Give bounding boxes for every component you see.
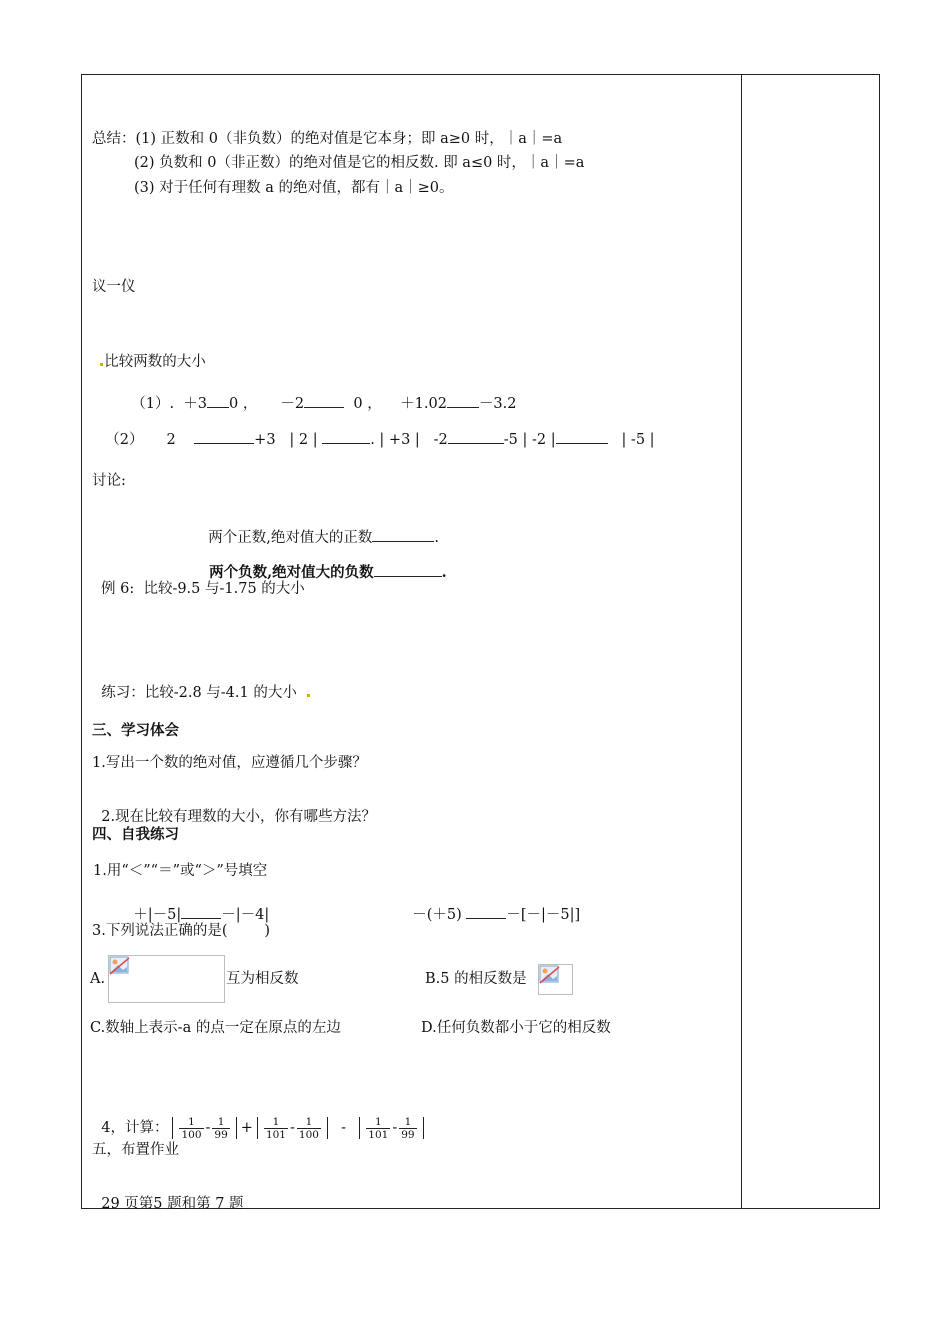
discuss-heading: 议一仪 — [92, 279, 136, 295]
answer-blank[interactable] — [322, 429, 370, 444]
answer-blank[interactable] — [447, 393, 479, 408]
abs-bar — [359, 1117, 360, 1139]
section-4-q1-left — [124, 886, 269, 924]
homework-line — [92, 1177, 244, 1213]
practice-text-a: 练习：比较-2.8 与-4. — [101, 685, 240, 701]
section-4-q1-right — [403, 886, 580, 924]
q1-right-b: －[－|－5|] — [506, 907, 581, 923]
numerator: 1 — [366, 1116, 390, 1129]
broken-image-icon — [539, 965, 561, 985]
abs-bar — [236, 1117, 237, 1139]
section-4-title: 四、自我练习 — [92, 826, 179, 843]
fraction — [366, 1116, 390, 1141]
fraction — [399, 1116, 416, 1141]
section-3-q2b: 些方法？ — [318, 809, 377, 825]
denominator: 101 — [265, 1128, 286, 1141]
answer-blank[interactable] — [304, 393, 344, 408]
answer-blank[interactable] — [207, 393, 229, 408]
row1-b: －2 — [280, 396, 305, 412]
discussion-text-1: 两个正数,绝对值大的正数 — [208, 530, 373, 546]
discussion-label: 讨论: — [92, 473, 126, 489]
minus-sign: - — [289, 1120, 295, 1136]
summary-line-1: 总结：(1) 正数和 0（非负数）的绝对值是它本身；即 a≥0 时，｜a｜=a — [92, 131, 563, 147]
row1-label: （1）. — [131, 396, 175, 412]
row2-e: | -5 | — [621, 432, 655, 448]
q4-label: 4，计算： — [101, 1120, 169, 1136]
option-a-prefix: A. — [90, 971, 106, 987]
numerator: 1 — [179, 1116, 203, 1129]
row1-a2: 0 — [229, 396, 239, 412]
answer-blank[interactable] — [556, 429, 608, 444]
abs-bar — [172, 1117, 173, 1139]
fraction — [212, 1116, 229, 1141]
option-c: C.数轴上表示-a 的点一定在原点的左边 — [90, 1020, 341, 1036]
abs-bar — [423, 1117, 424, 1139]
abs-bar — [327, 1117, 328, 1139]
row2-b: | 2 | — [289, 432, 318, 448]
homework-text-a: 29 页第 — [101, 1196, 154, 1212]
row1-sep: ， — [367, 396, 382, 412]
row2-c2: -5 — [503, 432, 518, 448]
broken-image-a — [108, 955, 225, 1003]
discussion-text-2: 两个负数,绝对值大的负数 — [209, 564, 374, 581]
row1-c: ＋1.02 — [400, 396, 447, 412]
row1-a: ＋3 — [183, 396, 208, 412]
section-3-q2a: 2.现在比较有理数的大小，你有哪 — [101, 809, 319, 825]
option-b: B.5 的相反数是 — [425, 971, 527, 987]
practice-text-b: 1 的大小 — [239, 685, 297, 701]
denominator: 100 — [181, 1128, 202, 1141]
answer-blank[interactable] — [466, 904, 506, 919]
denominator: 100 — [298, 1128, 319, 1141]
denominator: 99 — [214, 1128, 228, 1141]
option-d: D.任何负数都小于它的相反数 — [421, 1020, 611, 1036]
q1-right-a: －(＋5) — [412, 907, 462, 923]
row2-b2: . | +3 | — [370, 432, 420, 448]
row1-sep: ， — [242, 396, 258, 412]
row2-d: | -2 | — [522, 432, 556, 448]
minus-sign: - — [392, 1120, 398, 1136]
fraction — [297, 1116, 321, 1141]
numerator: 1 — [297, 1116, 321, 1129]
row2-label: （2） — [105, 432, 144, 448]
abs-bar — [257, 1117, 258, 1139]
mark-dot — [307, 694, 310, 697]
broken-image-icon — [109, 956, 131, 976]
row1-c2: －3.2 — [478, 396, 517, 412]
row2-a2: +3 — [254, 432, 276, 448]
section-5-title: 五，布置作业 — [92, 1142, 179, 1158]
row2-c: -2 — [433, 432, 448, 448]
summary-line-2: (2) 负数和 0（非正数）的绝对值是它的相反数. 即 a≤0 时，｜a｜=a — [134, 155, 585, 171]
denominator: 99 — [401, 1128, 415, 1141]
practice-line — [92, 666, 311, 702]
minus-sign: - — [341, 1120, 347, 1136]
summary-line-3: (3) 对于任何有理数 a 的绝对值，都有｜a｜≥0。 — [134, 180, 454, 196]
answer-blank[interactable] — [194, 429, 254, 444]
discussion-end-2: . — [441, 564, 447, 581]
numerator: 1 — [264, 1116, 288, 1129]
broken-image-b — [538, 964, 573, 995]
option-a-suffix: 互为相反数 — [226, 971, 299, 987]
numerator: 1 — [212, 1116, 229, 1129]
example-6: 例 6: 比较-9.5 与-1.75 的大小 — [101, 581, 305, 597]
compare-row-2 — [96, 411, 655, 449]
discussion-end-1: . — [434, 530, 439, 546]
section-3-q2 — [92, 790, 376, 826]
numerator: 1 — [399, 1116, 416, 1129]
homework-text-b: 5 题和第 7 题 — [153, 1196, 244, 1212]
minus-sign: - — [205, 1120, 211, 1136]
section-4-q3: 3.下列说法正确的是( ) — [92, 923, 271, 939]
discussion-line-2 — [199, 544, 447, 582]
row2-a: 2 — [166, 432, 176, 448]
answer-blank[interactable] — [448, 429, 504, 444]
section-4-q4 — [92, 1086, 428, 1142]
q1-left-a: ＋|－5| — [133, 907, 182, 923]
compare-row-1 — [122, 375, 517, 413]
answer-blank[interactable] — [372, 527, 434, 542]
plus-sign: + — [240, 1120, 253, 1136]
column-divider — [741, 74, 742, 1209]
section-3-title: 三、学习体会 — [92, 722, 179, 739]
mark-dot — [100, 363, 103, 366]
table-frame — [81, 74, 880, 1209]
row1-b2: 0 — [353, 396, 363, 412]
fraction — [179, 1116, 203, 1141]
answer-blank[interactable] — [181, 904, 221, 919]
fraction — [264, 1116, 288, 1141]
denominator: 101 — [368, 1128, 389, 1141]
answer-blank[interactable] — [374, 562, 442, 577]
discussion-line-1 — [199, 509, 439, 547]
compare-heading — [90, 335, 206, 371]
q1-left-b: －|－4| — [221, 907, 270, 923]
section-3-q1: 1.写出一个数的绝对值，应遵循几个步骤？ — [92, 755, 367, 771]
compare-title: 比较两数的大小 — [104, 354, 206, 370]
section-4-q1: 1.用“＜”“＝”或“＞”号填空 — [93, 863, 268, 879]
